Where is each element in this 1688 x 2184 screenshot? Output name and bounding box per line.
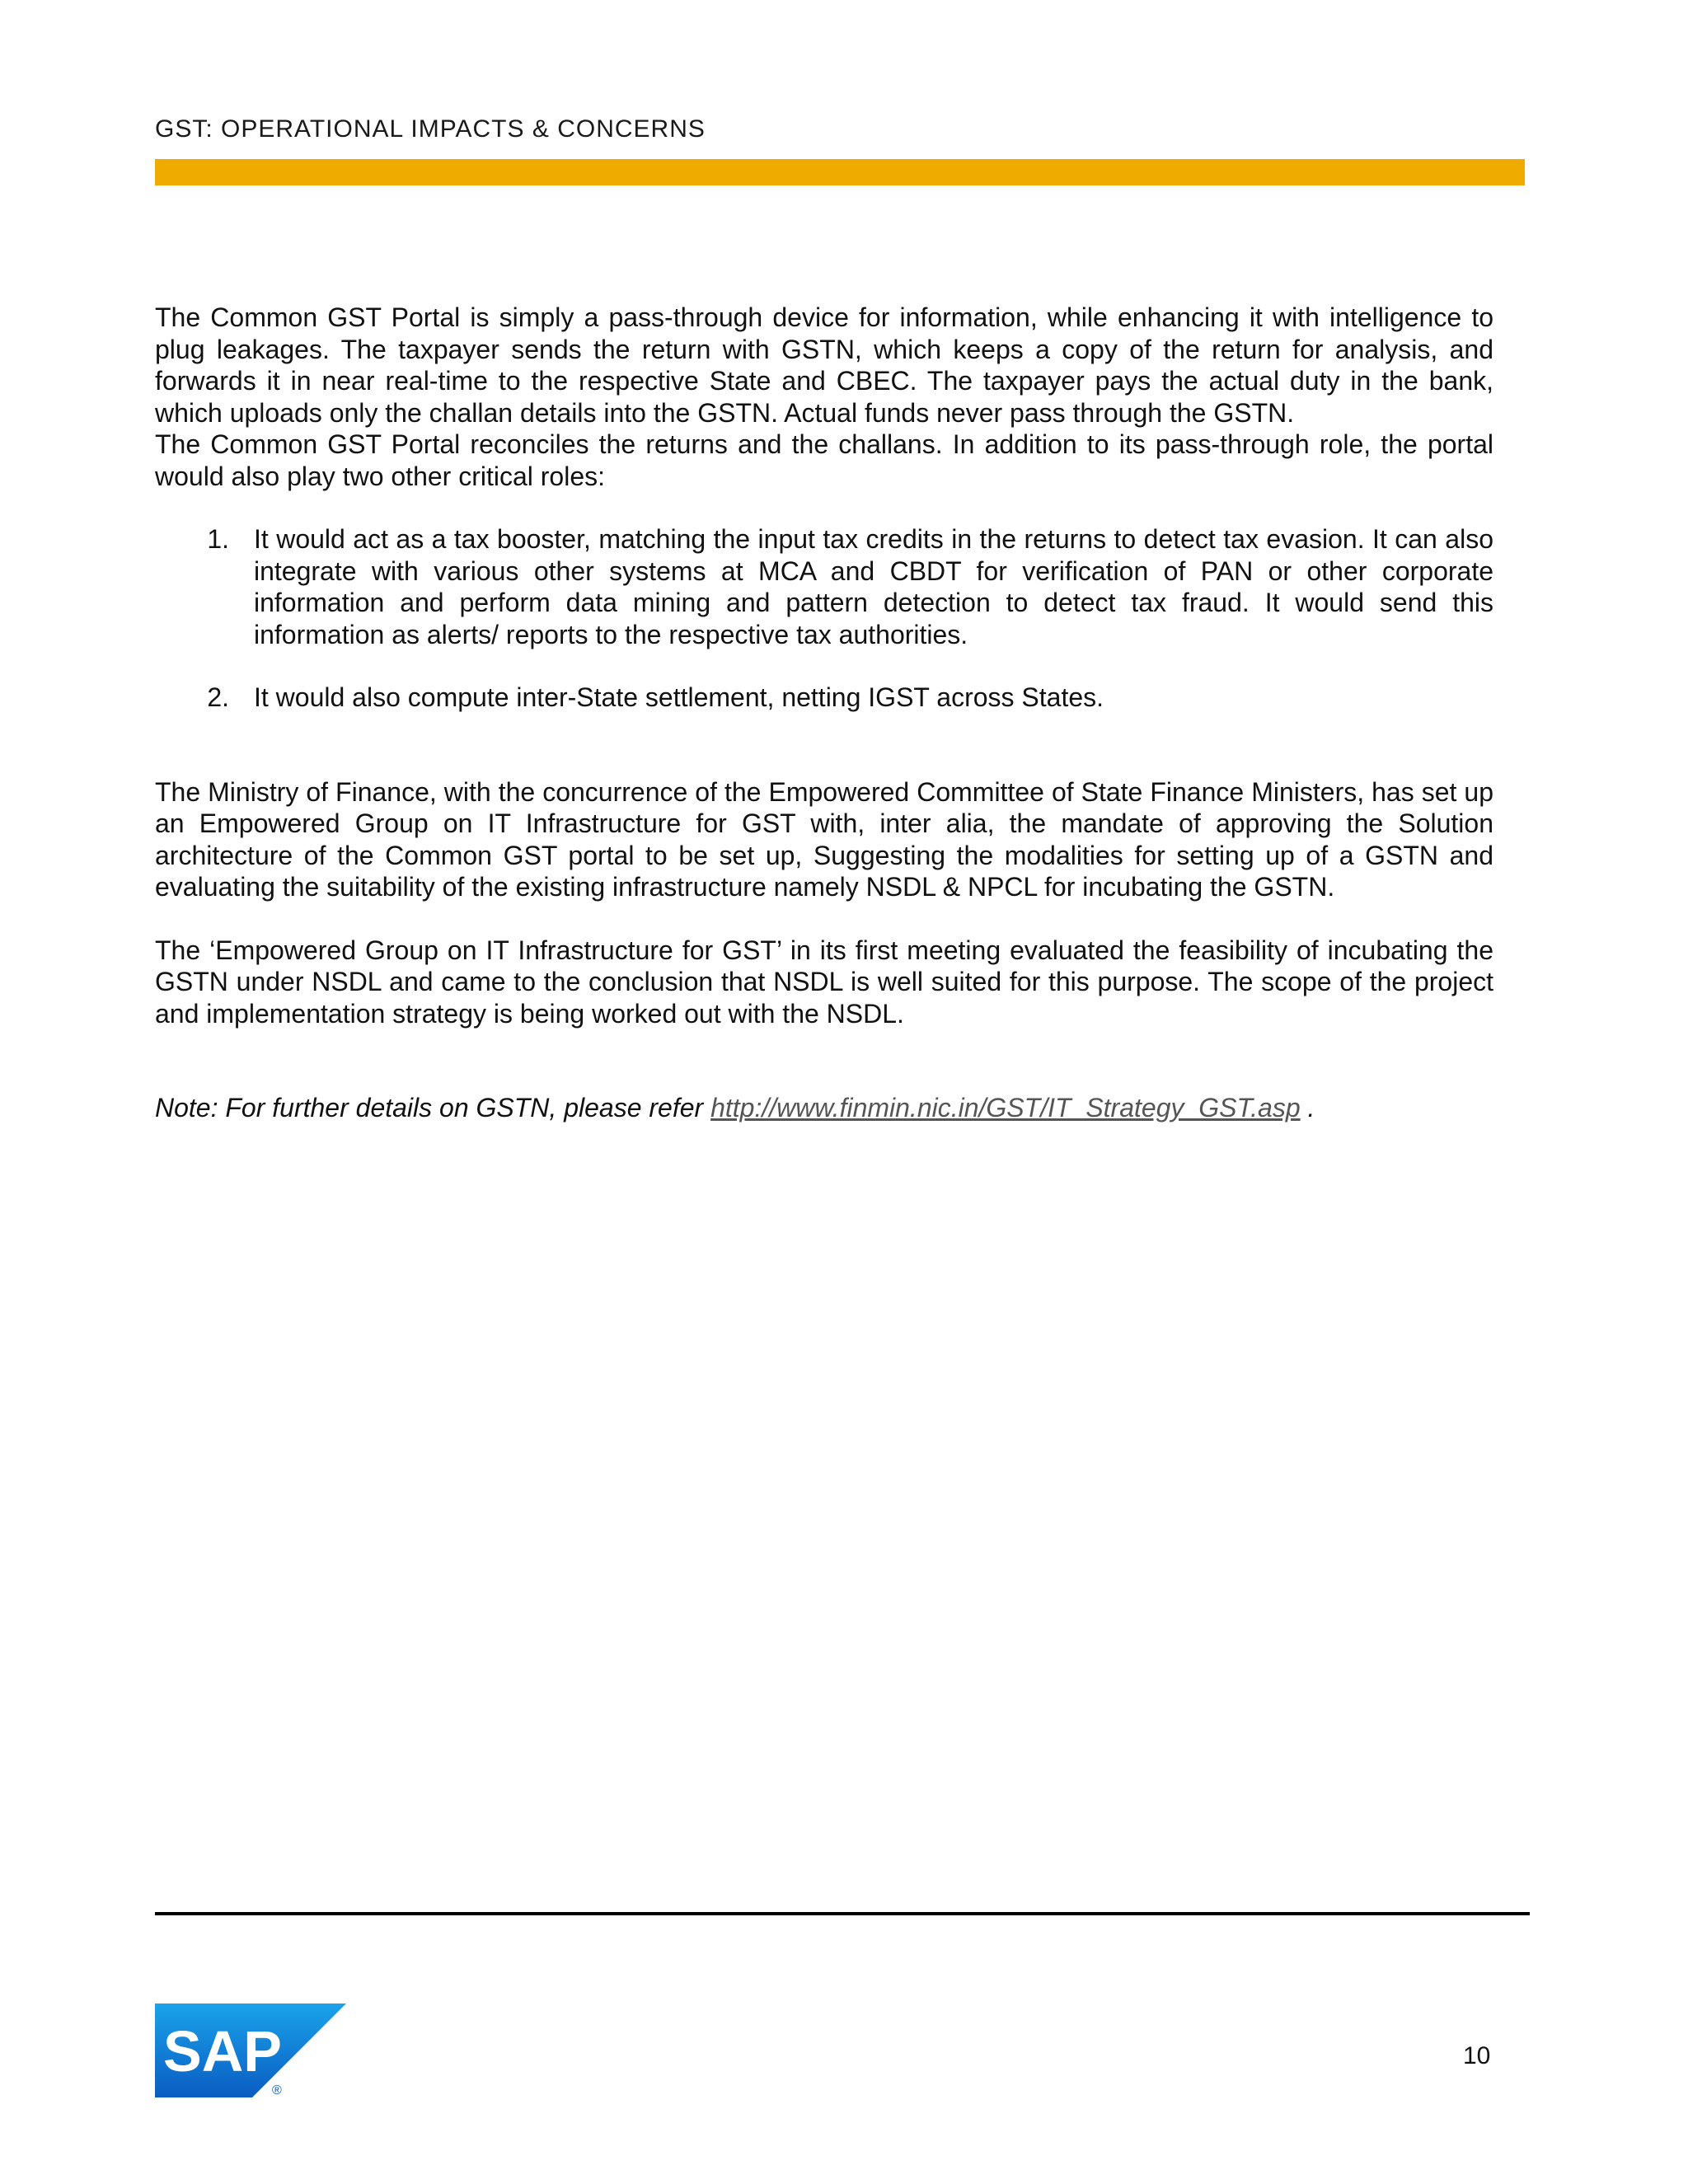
body-content <box>155 302 1493 1124</box>
roles-list <box>155 523 1493 714</box>
note-suffix: . <box>1300 1093 1315 1122</box>
page-number: 10 <box>1463 2042 1491 2069</box>
list-item-number: 2. <box>207 682 229 712</box>
sap-registered-mark: ® <box>272 2083 282 2097</box>
gstn-strategy-link[interactable]: http://www.finmin.nic.in/GST/IT_Strategy_GST.asp <box>710 1093 1301 1122</box>
paragraph-portal-roles-intro: The Common GST Portal reconciles the returns and the challans. In addition to its pass-through role, the portal would also play two other critical roles: <box>155 429 1493 491</box>
paragraph-portal-overview: The Common GST Portal is simply a pass-through device for information, while enhancing it with intelligence to plug leakages. The taxpayer sends the return with GSTN, which keeps a copy of the return for analysis, and forwards it in near real-time to the respective State and CBEC. The taxpayer pays the actual duty in the bank, which uploads only the challan details into the GSTN. Actual funds never pass through the GSTN. <box>155 302 1493 428</box>
list-item-number: 1. <box>207 524 229 554</box>
sap-logo <box>155 2004 346 2097</box>
paragraph-empowered-group: The ‘Empowered Group on IT Infrastructure for GST’ in its first meeting evaluated the feasibility of incubating the GSTN under NSDL and came to the conclusion that NSDL is well suited for this purpose. The scope of the project and implementation strategy is being worked out with the NSDL. <box>155 935 1493 1029</box>
list-item <box>155 682 1493 714</box>
note-prefix: Note: For further details on GSTN, please refer <box>155 1093 711 1122</box>
header-accent-bar <box>155 159 1525 185</box>
list-item <box>155 523 1493 650</box>
footer-divider <box>155 1912 1530 1915</box>
sap-logo-text: SAP <box>163 2019 282 2083</box>
note-paragraph <box>155 1092 1493 1124</box>
list-item-text: It would act as a tax booster, matching the input tax credits in the returns to detect tax evasion. It can also integrate with various other systems at MCA and CBDT for verification of PAN or other corporate information and perform data mining and pattern detection to detect tax fraud. It would send this information as alerts/ reports to the respective tax authorities. <box>254 524 1493 649</box>
paragraph-ministry-finance: The Ministry of Finance, with the concurrence of the Empowered Committee of State Finance Ministers, has set up an Empowered Group on IT Infrastructure for GST with, inter alia, the mandate of approving the Solution architecture of the Common GST portal to be set up, Suggesting the modalities for setting up of a GSTN and evaluating the suitability of the existing infrastructure namely NSDL & NPCL for incubating the GSTN. <box>155 776 1493 902</box>
running-header-title: GST: OPERATIONAL IMPACTS & CONCERNS <box>155 115 706 143</box>
list-item-text: It would also compute inter-State settlement, netting IGST across States. <box>254 682 1104 712</box>
